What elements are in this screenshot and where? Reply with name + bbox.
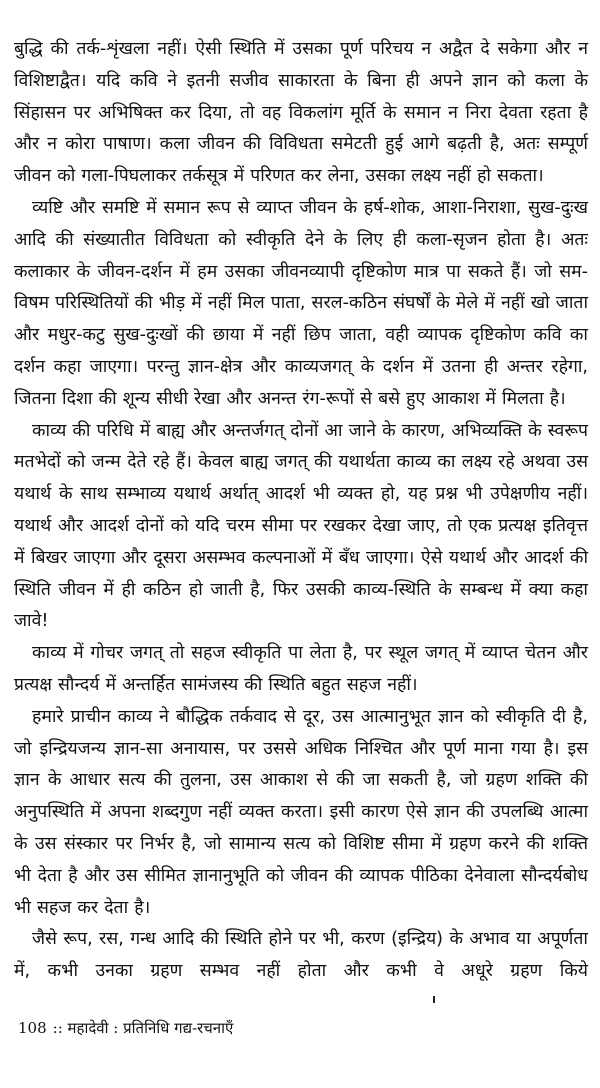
paragraph-5: हमारे प्राचीन काव्य ने बौद्धिक तर्कवाद से दूर, उस आत्मानुभूत ज्ञान को स्वीकृति दी है, जो इन्द्रियजन्य ज्ञान-सा अनायास, पर उससे अधिक निश्चित और पूर्ण माना गया है। इस ज्ञान के आधार सत्य की तुलना, उस आकाश से की जा सकती है, जो ग्रहण शक्ति की अनुपस्थिति में अपना शब्दगुण नहीं व्यक्त करता। इसी कारण ऐसे ज्ञान की उपलब्धि आत्मा के उस संस्कार पर निर्भर है, जो सामान्य सत्य को विशिष्ट सीमा में ग्रहण करने की शक्ति भी देता है और उस सीमित ज्ञानानुभूति को जीवन की व्यापक पीठिका देनेवाला सौन्दर्यबोध भी सहज कर देता है। xyxy=(14,706,588,918)
paragraph-4: काव्य में गोचर जगत् तो सहज स्वीकृति पा लेता है, पर स्थूल जगत् में व्याप्त चेतन और प्रत्यक्ष सौन्दर्य में अन्तर्हित सामंजस्य की स्थिति बहुत सहज नहीं। xyxy=(14,643,588,695)
page-body xyxy=(14,34,588,988)
paragraph-3: काव्य की परिधि में बाह्य और अन्तर्जगत् दोनों आ जाने के कारण, अभिव्यक्ति के स्वरूप मतभेदों को जन्म देते रहे हैं। केवल बाह्य जगत् की यथार्थता काव्य का लक्ष्य रहे अथवा उस यथार्थ के साथ सम्भाव्य यथार्थ अर्थात् आदर्श भी व्यक्त हो, यह प्रश्न भी उपेक्षणीय नहीं। यथार्थ और आदर्श दोनों को यदि चरम सीमा पर रखकर देखा जाए, तो एक प्रत्यक्ष इतिवृत्त में बिखर जाएगा और दूसरा असम्भव कल्पनाओं में बँध जाएगा। ऐसे यथार्थ और आदर्श की स्थिति जीवन में ही कठिन हो जाती है, फिर उसकी काव्य-स्थिति के सम्बन्ध में क्या कहा जावे! xyxy=(14,420,588,632)
paragraph-6: जैसे रूप, रस, गन्ध आदि की स्थिति होने पर भी, करण (इन्द्रिय) के अभाव या अपूर्णता में, कभी उनका ग्रहण सम्भव नहीं होता और कभी वे अधूरे ग्रहण किये xyxy=(14,929,588,982)
paragraph-2: व्यष्टि और समष्टि में समान रूप से व्याप्त जीवन के हर्ष-शोक, आशा-निराशा, सुख-दुःख आदि की संख्यातीत विविधता को स्वीकृति देने के लिए ही कला-सृजन होता है। अतः कलाकार के जीवन-दर्शन में हम उसका जीवनव्यापी दृष्टिकोण मात्र पा सकते हैं। जो सम-विषम परिस्थितियों की भीड़ में नहीं मिल पाता, सरल-कठिन संघर्षों के मेले में नहीं खो जाता और मधुर-कटु सुख-दुःखों की छाया में नहीं छिप जाता, वही व्यापक दृष्टिकोण कवि का दर्शन कहा जाएगा। परन्तु ज्ञान-क्षेत्र और काव्यजगत् के दर्शन में उतना ही अन्तर रहेगा, जितना दिशा की शून्य सीधी रेखा और अनन्त रंग-रूपों से बसे हुए आकाश में मिलता है। xyxy=(14,197,588,409)
page-footer xyxy=(18,1018,233,1038)
print-speck xyxy=(433,996,435,1003)
page-number: 108 xyxy=(18,1019,47,1037)
paragraph-1: बुद्धि की तर्क-शृंखला नहीं। ऐसी स्थिति में उसका पूर्ण परिचय न अद्वैत दे सकेगा और न विशिष्टाद्वैत। यदि कवि ने इतनी सजीव साकारता के बिना ही अपने ज्ञान को कला के सिंहासन पर अभिषिक्त कर दिया, तो वह विकलांग मूर्ति के समान न निरा देवता रहता है और न कोरा पाषाण। कला जीवन की विविधता समेटती हुई आगे बढ़ती है, अतः सम्पूर्ण जीवन को गला-पिघलाकर तर्कसूत्र में परिणत कर लेना, उसका लक्ष्य नहीं हो सकता। xyxy=(14,39,588,187)
running-footer-title: :: महादेवी : प्रतिनिधि गद्य-रचनाएँ xyxy=(52,1019,234,1037)
